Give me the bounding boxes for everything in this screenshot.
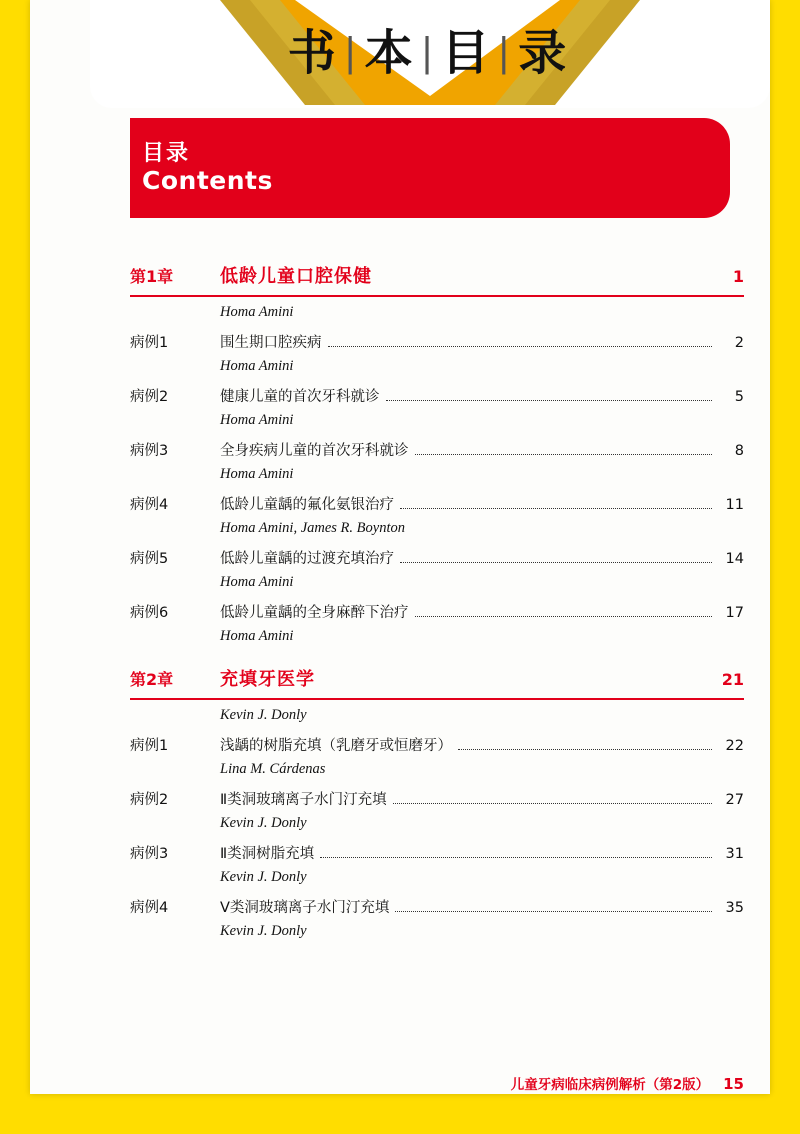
chapter-heading-row[interactable] — [130, 665, 744, 700]
footer-page-number: 15 — [723, 1075, 744, 1093]
banner-char-4: 录 — [518, 25, 573, 81]
chapter-entry — [130, 262, 744, 645]
case-author: Kevin J. Donly — [220, 923, 307, 939]
case-author: Kevin J. Donly — [220, 869, 307, 885]
leader-dots — [320, 856, 712, 858]
chapter-title: 低龄儿童口腔保健 — [220, 266, 372, 287]
case-author: Homa Amini, James R. Boynton — [220, 520, 405, 536]
case-label: 病例5 — [130, 551, 169, 567]
chapter-title: 充填牙医学 — [220, 669, 315, 690]
contents-title-en: Contents — [142, 166, 273, 195]
toc-case-row[interactable] — [130, 493, 744, 514]
toc-case-row[interactable] — [130, 439, 744, 460]
case-title: Ⅱ类洞树脂充填 — [220, 846, 315, 862]
case-page: 5 — [734, 389, 744, 405]
chapter-page: 21 — [721, 670, 744, 689]
case-label: 病例2 — [130, 792, 169, 808]
case-label: 病例1 — [130, 335, 169, 351]
case-page: 8 — [734, 443, 744, 459]
case-title: Ⅴ类洞玻璃离子水门汀充填 — [220, 900, 390, 916]
banner-char-2: 本 — [364, 25, 419, 81]
case-page: 27 — [725, 792, 744, 808]
leader-dots — [415, 615, 713, 617]
chapter-author: Kevin J. Donly — [220, 707, 307, 723]
footer-book-title: 儿童牙病临床病例解析（第2版） — [510, 1077, 710, 1093]
case-title: 全身疾病儿童的首次牙科就诊 — [220, 443, 409, 459]
contents-title-cn: 目录 — [142, 141, 191, 166]
banner-separator-2: | — [420, 30, 440, 74]
chapter-number: 第2章 — [130, 670, 174, 689]
case-title: Ⅱ类洞玻璃离子水门汀充填 — [220, 792, 387, 808]
case-page: 35 — [725, 900, 744, 916]
case-label: 病例1 — [130, 738, 169, 754]
chapter-number: 第1章 — [130, 267, 174, 286]
toc-case-row[interactable] — [130, 547, 744, 568]
toc-case-row[interactable] — [130, 385, 744, 406]
case-label: 病例4 — [130, 497, 169, 513]
case-title: 低龄儿童龋的全身麻醉下治疗 — [220, 605, 409, 621]
case-author: Lina M. Cárdenas — [220, 761, 326, 777]
case-title: 围生期口腔疾病 — [220, 335, 322, 351]
banner-title — [90, 14, 770, 83]
toc-case-row[interactable] — [130, 896, 744, 917]
case-page: 11 — [725, 497, 744, 513]
chapter-heading-row[interactable] — [130, 262, 744, 297]
case-label: 病例3 — [130, 443, 169, 459]
banner-separator-3: | — [497, 30, 517, 74]
case-label: 病例6 — [130, 605, 169, 621]
toc-case-row[interactable] — [130, 331, 744, 352]
chapter-spacer — [130, 651, 744, 665]
toc-case-row[interactable] — [130, 788, 744, 809]
toc-case-row[interactable] — [130, 842, 744, 863]
case-page: 17 — [725, 605, 744, 621]
case-label: 病例4 — [130, 900, 169, 916]
case-author: Homa Amini — [220, 574, 294, 590]
leader-dots — [458, 748, 712, 750]
case-label: 病例2 — [130, 389, 169, 405]
case-page: 2 — [734, 335, 744, 351]
case-page: 14 — [725, 551, 744, 567]
table-of-contents — [130, 262, 744, 946]
contents-header — [130, 118, 730, 218]
leader-dots — [395, 910, 712, 912]
case-title: 低龄儿童龋的氟化氨银治疗 — [220, 497, 394, 513]
case-author: Homa Amini — [220, 628, 294, 644]
case-author: Kevin J. Donly — [220, 815, 307, 831]
leader-dots — [328, 345, 713, 347]
case-author: Homa Amini — [220, 466, 294, 482]
chapter-page: 1 — [732, 267, 744, 286]
leader-dots — [415, 453, 713, 455]
case-title: 浅龋的树脂充填（乳磨牙或恒磨牙） — [220, 738, 452, 754]
case-label: 病例3 — [130, 846, 169, 862]
leader-dots — [386, 399, 713, 401]
banner-char-1: 书 — [287, 25, 342, 81]
leader-dots — [400, 507, 712, 509]
top-banner — [90, 0, 770, 108]
banner-char-3: 目 — [441, 25, 496, 81]
leader-dots — [393, 802, 712, 804]
case-page: 31 — [725, 846, 744, 862]
case-author: Homa Amini — [220, 412, 294, 428]
chapter-entry — [130, 665, 744, 940]
case-title: 健康儿童的首次牙科就诊 — [220, 389, 380, 405]
banner-separator-1: | — [343, 30, 363, 74]
case-page: 22 — [725, 738, 744, 754]
page-footer — [130, 1073, 744, 1093]
chapter-author: Homa Amini — [220, 304, 294, 320]
book-page — [30, 0, 770, 1094]
case-title: 低龄儿童龋的过渡充填治疗 — [220, 551, 394, 567]
toc-case-row[interactable] — [130, 601, 744, 622]
toc-case-row[interactable] — [130, 734, 744, 755]
case-author: Homa Amini — [220, 358, 294, 374]
leader-dots — [400, 561, 712, 563]
